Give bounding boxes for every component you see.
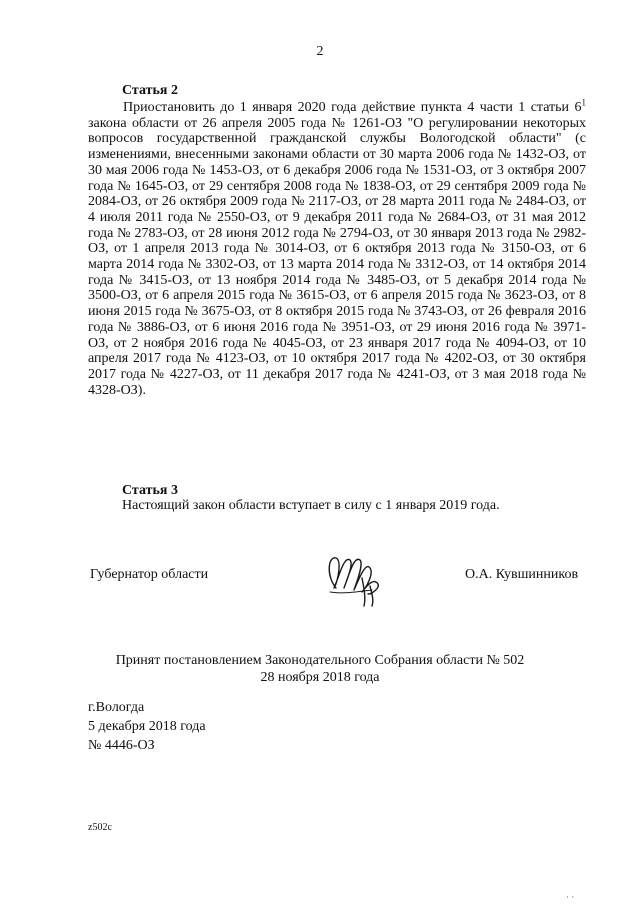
handwritten-signature (322, 548, 388, 608)
footer-code: z502c (88, 822, 112, 833)
article-2-text-part2: закона области от 26 апреля 2005 года № 1261-ОЗ "О регулировании некоторых вопросов государственной гражданской службы Вологодской области" (с изменениями, внесенными законами области от 30 марта 2006 года № 1432-ОЗ, от 30 мая 2006 года № 1453-ОЗ, от 6 декабря 2006 года № 1531-ОЗ, от 3 октября 2007 года № 1645-ОЗ, от 29 сентября 2008 года № 1838-ОЗ, от 29 сентября 2009 года № 2084-ОЗ, от 26 октября 2009 года № 2117-ОЗ, от 28 марта 2011 года № 2484-ОЗ, от 4 июля 2011 года № 2550-ОЗ, от 9 декабря 2011 года № 2684-ОЗ, от 31 мая 2012 года № 2783-ОЗ, от 28 июня 2012 года № 2794-ОЗ, от 30 января 2013 года № 2982-ОЗ, от 1 апреля 2013 года № 3014-ОЗ, от 6 октября 2013 года № 3150-ОЗ, от 6 марта 2014 года № 3302-ОЗ, от 13 марта 2014 года № 3312-ОЗ, от 14 октября 2014 года № 3415-ОЗ, от 13 ноября 2014 года № 3485-ОЗ, от 5 декабря 2014 года № 3500-ОЗ, от 6 апреля 2015 года № 3615-ОЗ, от 6 апреля 2015 года № 3623-ОЗ, от 8 июня 2015 года № 3675-ОЗ, от 8 октября 2015 года № 3743-ОЗ, от 26 февраля 2016 года № 3886-ОЗ, от 6 июня 2016 года № 3951-ОЗ, от 29 июня 2016 года № 3971-ОЗ, от 2 ноября 2016 года № 4045-ОЗ, от 23 января 2017 года № 4094-ОЗ, от 10 апреля 2017 года № 4123-ОЗ, от 10 октября 2017 года № 4202-ОЗ, от 30 октября 2017 года № 4227-ОЗ, от 11 декабря 2017 года № 4241-ОЗ, от 3 мая 2018 года № 4328-ОЗ). (88, 115, 586, 398)
article-2-text-part1: Приостановить до 1 января 2020 года действие пункта 4 части 1 статьи 6 (123, 100, 582, 115)
place-date-block (88, 698, 206, 755)
adoption-info (0, 652, 640, 686)
adoption-line-2: 28 ноября 2018 года (260, 670, 380, 685)
page-number: 2 (316, 44, 324, 59)
governor-title: Губернатор области (90, 567, 209, 582)
corner-marks: · · (566, 892, 575, 902)
article-2-heading: Статья 2 (122, 83, 178, 98)
article-2-text (88, 97, 586, 398)
article-3-text: Настоящий закон области вступает в силу с 1 января 2019 года. (122, 498, 500, 513)
article-2-superscript: 1 (581, 97, 586, 108)
sign-date: 5 декабря 2018 года (88, 719, 206, 734)
article-3-heading: Статья 3 (122, 483, 178, 498)
law-number: № 4446-ОЗ (88, 738, 155, 753)
city: г.Вологда (88, 700, 145, 715)
governor-name: О.А. Кувшинников (465, 567, 579, 582)
adoption-line-1: Принят постановлением Законодательного Собрания области № 502 (115, 653, 525, 668)
